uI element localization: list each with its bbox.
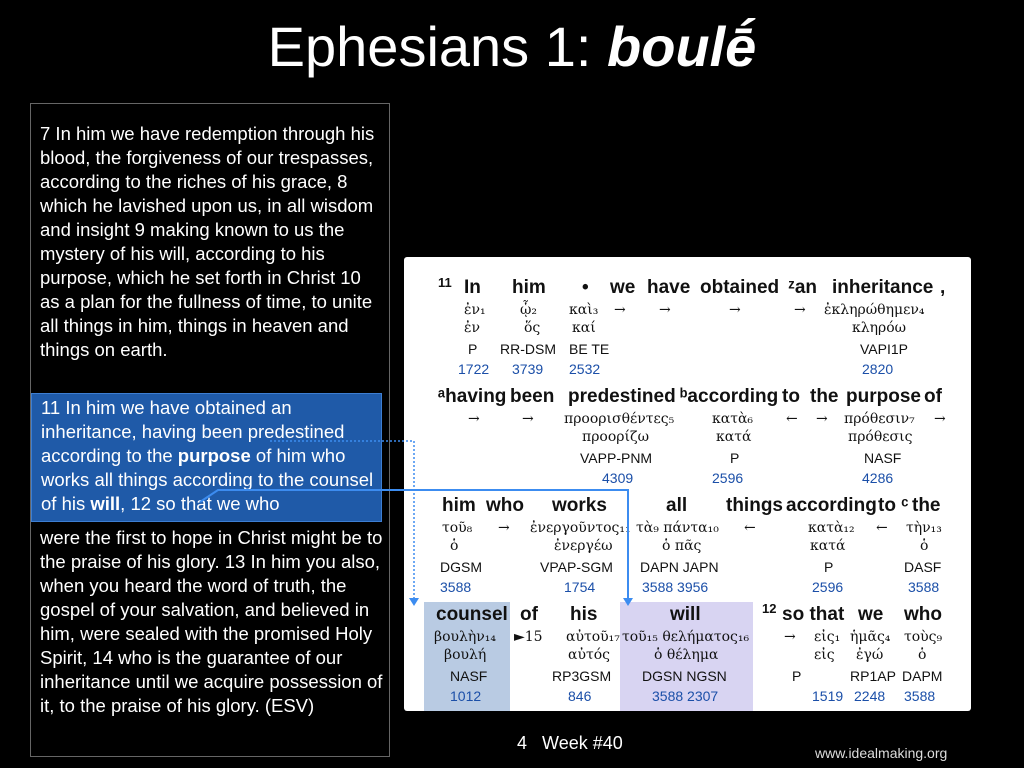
strongs-number: 1519: [812, 688, 844, 704]
page-number: 4: [517, 733, 528, 753]
arrow: ←: [744, 520, 756, 536]
en-word: ,: [940, 277, 946, 298]
en-word: works: [552, 495, 607, 516]
en-word: according: [786, 495, 877, 516]
arrow: →: [468, 411, 480, 427]
en-word: him: [512, 277, 546, 298]
title-greek-word: boulḗ: [607, 15, 757, 78]
gk-lemma: κατά: [810, 538, 846, 554]
parse-code: VAPP-PNM: [580, 450, 653, 466]
strongs-number: 3588 2307: [652, 688, 719, 704]
gk-word: πρόθεσιν₇: [844, 411, 915, 427]
gk-word: ἐν₁: [464, 302, 486, 318]
en-word: inheritance: [832, 277, 934, 298]
gk-lemma: ὁ θέλημα: [654, 647, 719, 663]
gk-word: τὴν₁₃: [906, 520, 942, 536]
strongs-number: 846: [568, 688, 592, 704]
gk-lemma: καί: [572, 320, 596, 336]
strongs-number: 2532: [569, 361, 601, 377]
gk-word: τοῦ₁₅ θελήματος₁₆: [622, 629, 750, 645]
strongs-number: 3588: [904, 688, 936, 704]
hl-will: will: [90, 493, 121, 514]
gk-word: προορισθέντες₅: [564, 411, 675, 427]
verse-number: 11: [438, 275, 452, 290]
passage-after: were the first to hope in Christ might be to the praise of his glory. 13 In him you also, when you heard the word of truth, the gospel of your salvation, and believed in him, were sealed with the promised Holy Spirit, 14 who is the guarantee of our inheritance until we acquire possession of it, to the praise of his glory. (ESV): [40, 527, 383, 716]
en-word: to ᶜ: [878, 495, 909, 516]
parse-code: P: [730, 450, 740, 466]
strongs-number: 4309: [602, 470, 634, 486]
en-word: him: [442, 495, 476, 516]
en-word: have: [647, 277, 691, 298]
en-word: the: [912, 495, 941, 516]
en-word: counsel: [436, 604, 508, 625]
parse-code: DGSM: [440, 559, 482, 575]
gk-lemma: κατά: [716, 429, 752, 445]
en-word: predestined: [568, 386, 676, 407]
parse-code: DASF: [904, 559, 942, 575]
en-word: In: [464, 277, 481, 298]
en-word: ᶻan: [788, 277, 818, 298]
en-word: been: [510, 386, 555, 407]
gk-lemma: πρόθεσις: [848, 429, 913, 445]
parse-code: VPAP-SGM: [540, 559, 613, 575]
gk-lemma: ὁ: [450, 538, 459, 554]
strongs-number: 1012: [450, 688, 482, 704]
en-word: so that: [782, 604, 845, 625]
hl-text-b: of him who works all things according to the counsel of his: [41, 445, 374, 514]
strongs-number: 2596: [712, 470, 744, 486]
gk-lemma: ὁ: [920, 538, 929, 554]
en-word: •: [582, 277, 589, 298]
gk-lemma: ὁ: [918, 647, 927, 663]
gk-word: καὶ₃: [569, 302, 599, 318]
gk-lemma: εἰς: [814, 647, 835, 663]
en-word: who: [904, 604, 942, 625]
arrow: →: [614, 302, 626, 318]
en-word: will: [670, 604, 701, 625]
gk-word: εἰς₁: [814, 629, 841, 645]
strongs-number: 2248: [854, 688, 886, 704]
site-url: www.idealmaking.org: [815, 745, 948, 761]
gk-lemma: ἐν: [464, 320, 481, 336]
arrow: →: [498, 520, 510, 536]
parse-code: DAPN JAPN: [640, 559, 719, 575]
footer-page: [517, 733, 623, 754]
en-word: obtained: [700, 277, 780, 298]
strongs-number: 3588: [440, 579, 472, 595]
en-word: ᵃhaving: [438, 386, 507, 407]
gk-word: ἐνεργοῦντος₁₁: [530, 520, 631, 536]
parse-code: RR-DSM: [500, 341, 556, 357]
arrow: ←: [786, 411, 798, 427]
en-word: of: [924, 386, 942, 407]
gk-lemma: προορίζω: [582, 429, 650, 445]
arrow: →: [784, 629, 796, 645]
en-word: ᵇaccording: [680, 386, 779, 407]
week-label: Week #40: [542, 733, 623, 753]
gk-lemma: βουλή: [444, 647, 487, 663]
parse-code: DAPM: [902, 668, 943, 684]
arrow: →: [659, 302, 671, 318]
en-word: things: [726, 495, 783, 516]
verse-number: 12: [762, 601, 777, 616]
will-arrowhead: [623, 598, 633, 606]
en-word: who: [486, 495, 524, 516]
title-text: Ephesians 1:: [267, 15, 607, 78]
strongs-number: 1754: [564, 579, 596, 595]
strongs-number: 1722: [458, 361, 490, 377]
strongs-number: 3588 3956: [642, 579, 709, 595]
en-word: we: [858, 604, 884, 625]
en-word: the: [810, 386, 839, 407]
arrow: →: [816, 411, 828, 427]
en-word: all: [666, 495, 688, 516]
strongs-number: 2820: [862, 361, 894, 377]
gk-lemma: ἐγώ: [856, 647, 884, 663]
gk-word: τοὺς₉: [904, 629, 943, 645]
parse-code: RP1AP: [850, 668, 896, 684]
gk-lemma: ὅς: [524, 320, 541, 336]
en-word: his: [570, 604, 598, 625]
gk-word: αὐτοῦ₁₇: [566, 629, 620, 645]
arrow: →: [934, 411, 946, 427]
parse-code: RP3GSM: [552, 668, 612, 684]
parse-code: P: [824, 559, 834, 575]
en-word: of: [520, 604, 538, 625]
hl-purpose: purpose: [177, 445, 251, 466]
parse-code: NASF: [864, 450, 902, 466]
arrow: →: [522, 411, 534, 427]
strongs-number: 3739: [512, 361, 544, 377]
gk-word: ἡμᾶς₄: [850, 629, 891, 645]
arrow: →: [729, 302, 741, 318]
purpose-arrowhead: [409, 598, 419, 606]
gk-word: βουλὴν₁₄: [434, 629, 497, 645]
arrow: →: [794, 302, 806, 318]
hl-text-c: , 12 so that we who: [120, 493, 280, 514]
gk-word: ►15: [514, 629, 543, 645]
gk-word: τὰ₉ πάντα₁₀: [636, 520, 719, 536]
strongs-number: 3588: [908, 579, 940, 595]
gk-word: κατὰ₆: [712, 411, 754, 427]
parse-code: VAPI1P: [860, 341, 908, 357]
gk-lemma: αὐτός: [568, 647, 610, 663]
gk-word: κατὰ₁₂: [808, 520, 855, 536]
gk-word: ἐκληρώθημεν₄: [824, 302, 925, 318]
gk-lemma: κληρόω: [852, 320, 907, 336]
gk-word: ᾧ₂: [520, 302, 538, 318]
en-word: we: [610, 277, 636, 298]
passage-before: 7 In him we have redemption through his blood, the forgiveness of our trespasses, according to the riches of his grace, 8 which he lavished upon us, in all wisdom and insight 9 making known to us the mystery of his will, according to his purpose, which he set forth in Christ 10 as a plan for the fullness of time, to unite all things in him, things in heaven and things on earth.: [40, 123, 375, 360]
gk-lemma: ὁ πᾶς: [662, 538, 702, 554]
parse-code: DGSN NGSN: [642, 668, 727, 684]
en-word: purpose: [846, 386, 921, 407]
gk-lemma: ἐνεργέω: [554, 538, 613, 554]
parse-code: NASF: [450, 668, 488, 684]
hl-text-a: 11 In him we have obtained an inheritance, having been predestined according to the: [41, 397, 345, 466]
arrow: ←: [876, 520, 888, 536]
gk-word: τοῦ₈: [442, 520, 473, 536]
parse-code: P: [792, 668, 802, 684]
en-word: to: [782, 386, 800, 407]
purpose-connector: [270, 441, 414, 602]
strongs-number: 4286: [862, 470, 894, 486]
parse-code: BE TE: [569, 341, 610, 357]
strongs-number: 2596: [812, 579, 844, 595]
parse-code: P: [468, 341, 478, 357]
